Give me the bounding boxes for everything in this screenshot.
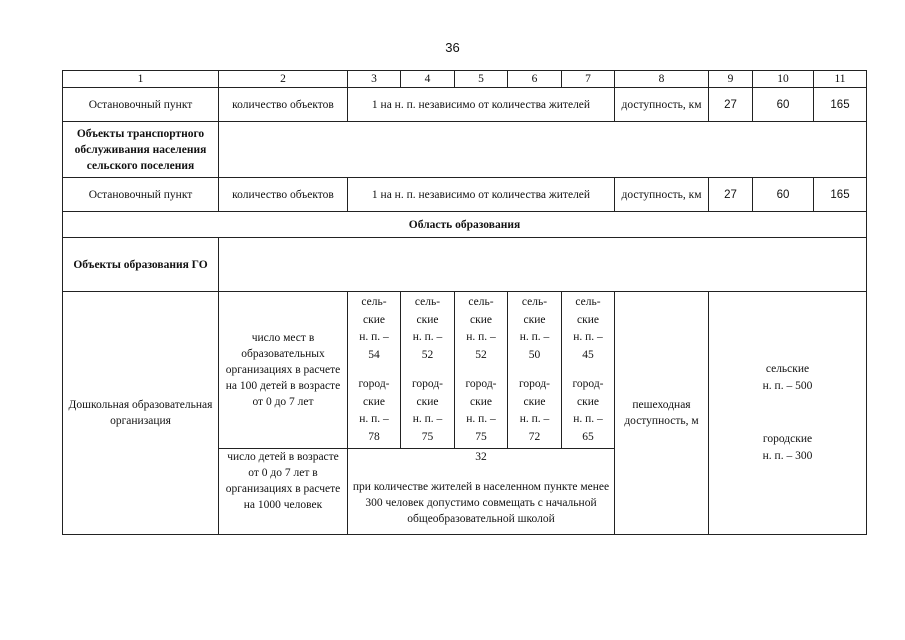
rural-access: н. п. – 500 xyxy=(762,380,813,392)
value-col9: 27 xyxy=(709,178,753,212)
empty-cell xyxy=(219,238,867,292)
unit: доступность, км xyxy=(615,178,709,212)
norm-value xyxy=(348,449,615,535)
empty-cell xyxy=(219,122,867,178)
page-number: 36 xyxy=(445,40,460,55)
header-cell: 8 xyxy=(615,71,709,88)
urban-norm: город- ские н. п. – 72 xyxy=(519,376,550,446)
header-cell: 6 xyxy=(508,71,562,88)
header-cell: 2 xyxy=(219,71,348,88)
rural-value: 45 xyxy=(582,348,594,361)
value-col10: 60 xyxy=(753,88,814,122)
rural-value: 54 xyxy=(368,348,380,361)
table-row xyxy=(63,178,867,212)
urban-value: 65 xyxy=(582,430,594,443)
urban-value: 75 xyxy=(475,430,487,443)
section-row xyxy=(63,122,867,178)
rural-value: 50 xyxy=(528,348,541,361)
object-name: Остановочный пункт xyxy=(63,88,219,122)
rural-value: 52 xyxy=(475,348,487,361)
header-cell: 4 xyxy=(401,71,455,88)
header-cell: 9 xyxy=(709,71,753,88)
header-cell: 11 xyxy=(814,71,867,88)
value-col11: 165 xyxy=(814,178,867,212)
accessibility-values: сельские н. п. – 500 городские н. п. – 300 xyxy=(709,292,867,535)
value-col9: 27 xyxy=(709,88,753,122)
norm-note: при количестве жителей в населенном пункте менее 300 человек допустимо совмещать с начальной общеобразовательной школой xyxy=(352,481,610,525)
unit: пешеходная доступность, м xyxy=(615,292,709,535)
rural-norm: сель- ские н. п. – 52 xyxy=(413,294,443,364)
indicator: число мест в образовательных организациях в расчете на 100 детей в возрасте от 0 до 7 лет xyxy=(219,292,348,449)
urban-norm: город- ские н. п. – 75 xyxy=(412,376,443,446)
norm-cell xyxy=(401,292,455,449)
rural-value: 52 xyxy=(421,348,434,361)
urban-access: н. п. – 300 xyxy=(762,450,813,462)
norm-cell xyxy=(348,292,401,449)
section-row xyxy=(63,212,867,238)
norm-number: 32 xyxy=(475,451,487,463)
indicator: количество объектов xyxy=(219,88,348,122)
header-cell: 10 xyxy=(753,71,814,88)
rural-norm: сель- ские н. п. – 54 xyxy=(359,294,389,364)
norm-value: 1 на н. п. независимо от количества жителей xyxy=(348,88,615,122)
rural-norm: сель- ские н. п. – 50 xyxy=(520,294,550,364)
section-heading: Объекты транспортного обслуживания населения сельского поселения xyxy=(63,122,219,178)
header-cell: 5 xyxy=(455,71,508,88)
subsection-row xyxy=(63,238,867,292)
object-name: Остановочный пункт xyxy=(63,178,219,212)
table-row xyxy=(63,88,867,122)
urban-value: 78 xyxy=(368,430,380,443)
section-heading: Область образования xyxy=(63,212,867,238)
indicator: количество объектов xyxy=(219,178,348,212)
urban-value: 72 xyxy=(528,430,541,443)
norm-cell xyxy=(455,292,508,449)
value-col10: 60 xyxy=(753,178,814,212)
urban-norm: город- ские н. п. – 75 xyxy=(465,376,496,446)
urban-norm: город- ские н. п. – 65 xyxy=(572,376,603,446)
indicator: число детей в возрасте от 0 до 7 лет в организациях в расчете на 1000 человек xyxy=(219,449,348,535)
subsection-heading: Объекты образования ГО xyxy=(63,238,219,292)
object-name: Дошкольная образовательная организация xyxy=(63,292,219,535)
urban-value: 75 xyxy=(421,430,434,443)
unit: доступность, км xyxy=(615,88,709,122)
value-col11: 165 xyxy=(814,88,867,122)
norms-table xyxy=(62,70,867,535)
rural-norm: сель- ские н. п. – 45 xyxy=(573,294,603,364)
header-row xyxy=(63,71,867,88)
header-cell: 1 xyxy=(63,71,219,88)
table-row xyxy=(63,292,867,449)
header-cell: 7 xyxy=(562,71,615,88)
rural-norm: сель- ские н. п. – 52 xyxy=(466,294,496,364)
norm-value: 1 на н. п. независимо от количества жителей xyxy=(348,178,615,212)
norm-cell xyxy=(562,292,615,449)
header-cell: 3 xyxy=(348,71,401,88)
urban-norm: город- ские н. п. – 78 xyxy=(358,376,389,446)
norm-cell xyxy=(508,292,562,449)
